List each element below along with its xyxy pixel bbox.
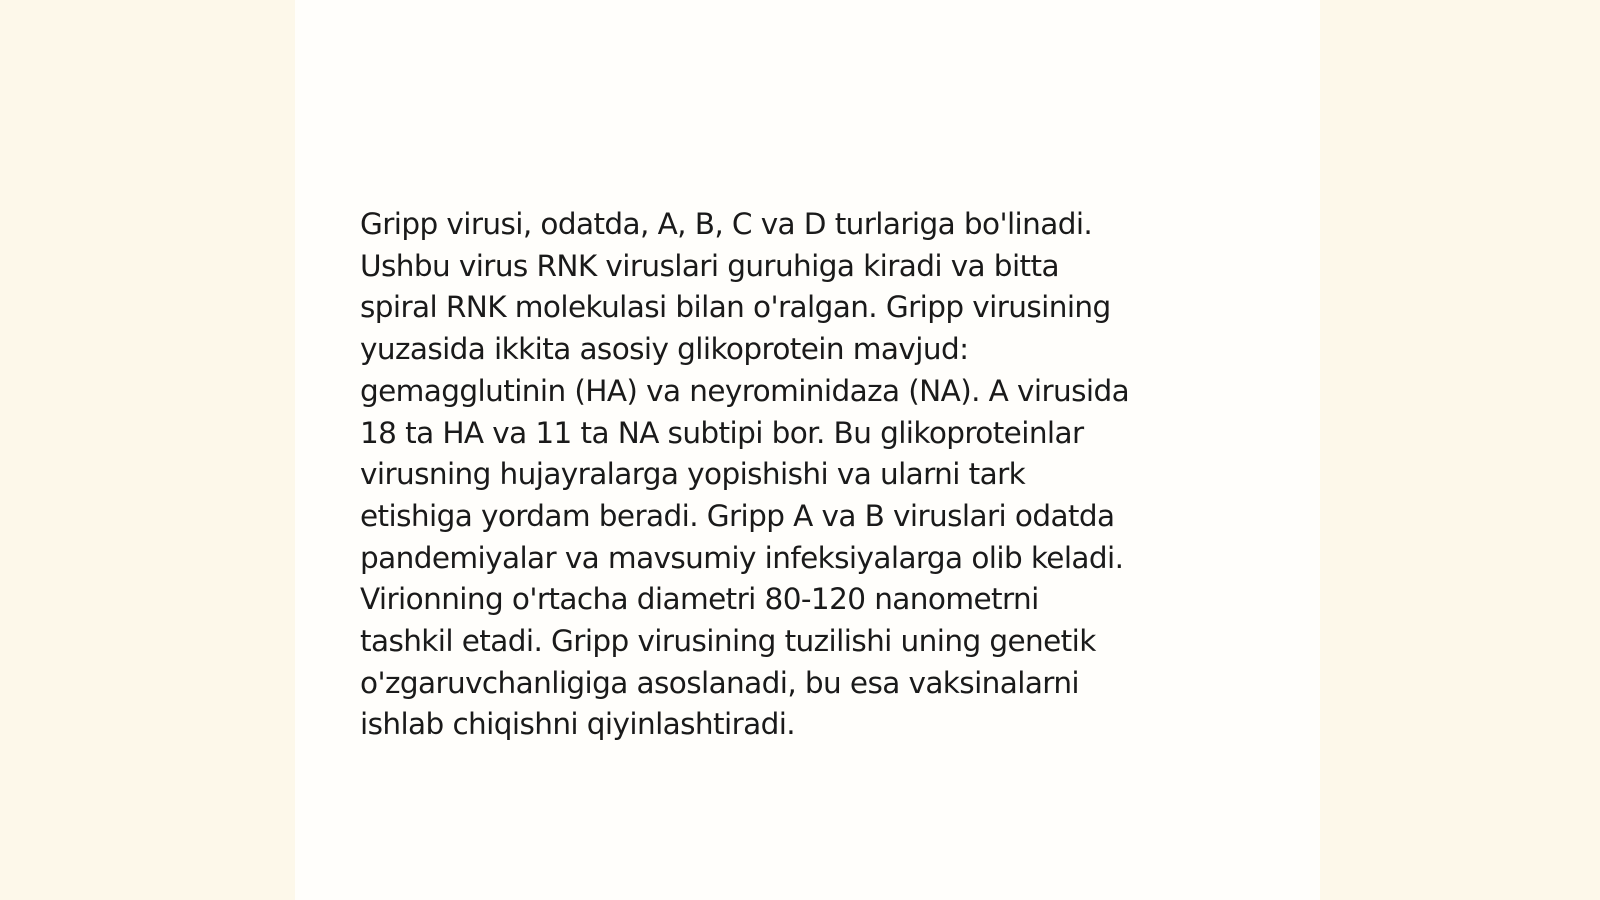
paragraph-line: ishlab chiqishni qiyinlashtiradi. [360, 707, 796, 742]
paragraph-line: pandemiyalar va mavsumiy infeksiyalarga olib keladi. [360, 540, 1124, 575]
paragraph-line: 18 ta HA va 11 ta NA subtipi bor. Bu glikoproteinlar [360, 415, 1084, 450]
paragraph-line: virusning hujayralarga yopishishi va ularni tark [360, 457, 1026, 492]
body-paragraph [360, 204, 1250, 746]
paragraph-line: spiral RNK molekulasi bilan o'ralgan. Gripp virusining [360, 290, 1111, 325]
paragraph-line: tashkil etadi. Gripp virusining tuzilishi uning genetik [360, 624, 1096, 659]
paragraph-line: Ushbu virus RNK viruslari guruhiga kiradi va bitta [360, 248, 1059, 283]
paragraph-line: Virionning o'rtacha diametri 80-120 nanometrni [360, 582, 1039, 617]
paragraph-line: gemagglutinin (HA) va neyrominidaza (NA). A virusida [360, 373, 1130, 408]
paragraph-line: etishiga yordam beradi. Gripp A va B viruslari odatda [360, 498, 1115, 533]
paragraph-line: yuzasida ikkita asosiy glikoprotein mavjud: [360, 332, 969, 367]
document-page [295, 0, 1320, 900]
paragraph-line: Gripp virusi, odatda, A, B, C va D turlariga bo'linadi. [360, 207, 1093, 241]
paragraph-line: o'zgaruvchanligiga asoslanadi, bu esa vaksinalarni [360, 665, 1080, 700]
